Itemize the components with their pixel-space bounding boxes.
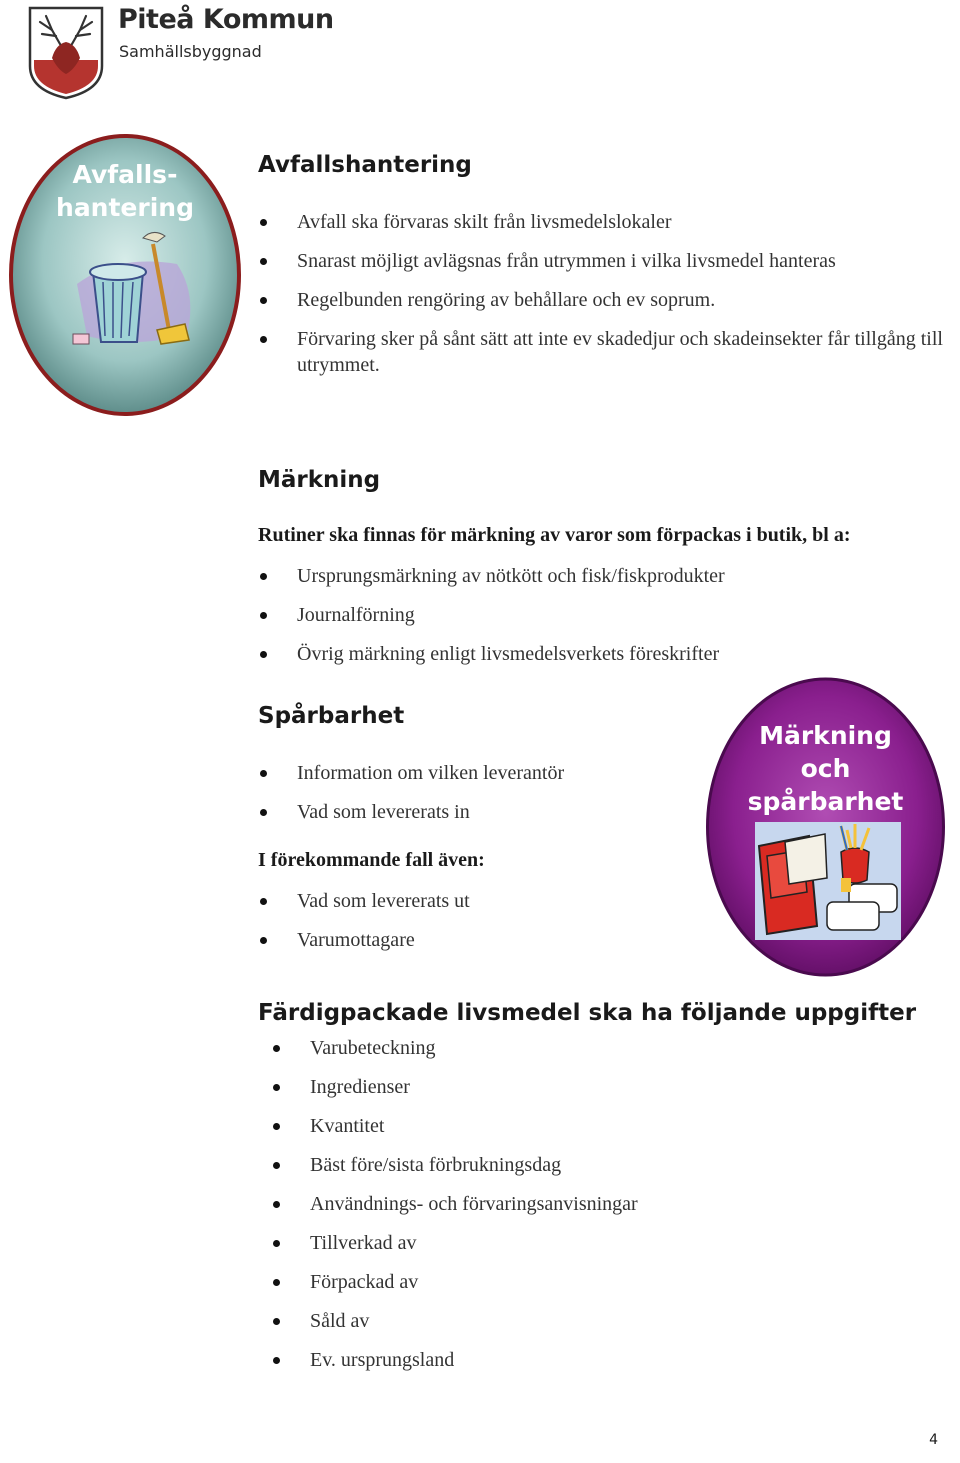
brand-name: Piteå Kommun — [118, 4, 334, 35]
labeling-intro: Rutiner ska finnas för märkning av varor som förpackas i butik, bl a: — [258, 524, 851, 546]
traceability-list — [297, 760, 697, 825]
waste-badge — [7, 132, 243, 418]
list-item: Ursprungsmärkning av nötkött och fisk/fiskprodukter — [297, 563, 937, 589]
page-number: 4 — [929, 1432, 938, 1448]
list-item: Snarast möjligt avlägsnas från utrymmen i vilka livsmedel hanteras — [297, 248, 947, 274]
list-item: Ingredienser — [310, 1074, 910, 1100]
brand-subtitle: Samhällsbyggnad — [119, 42, 262, 61]
list-item: Övrig märkning enligt livsmedelsverkets föreskrifter — [297, 641, 937, 667]
prepacked-list — [310, 1035, 910, 1373]
list-item: Avfall ska förvaras skilt från livsmedelslokaler — [297, 209, 947, 235]
waste-badge-title-line1: Avfalls- — [72, 160, 178, 189]
list-item: Tillverkad av — [310, 1230, 910, 1256]
labeling-badge-title — [705, 719, 946, 818]
labeling-list — [297, 563, 937, 667]
list-item: Såld av — [310, 1308, 910, 1334]
list-item: Vad som levererats ut — [297, 888, 697, 914]
waste-heading: Avfallshantering — [258, 152, 472, 178]
trash-can-broom-icon — [57, 224, 207, 354]
list-item: Förpackad av — [310, 1269, 910, 1295]
prepacked-heading: Färdigpackade livsmedel ska ha följande uppgifter — [258, 1000, 917, 1026]
traceability-list-2 — [297, 888, 697, 953]
list-item: Varubeteckning — [310, 1035, 910, 1061]
waste-badge-title-line2: hantering — [56, 193, 194, 222]
list-item: Bäst före/sista förbrukningsdag — [310, 1152, 910, 1178]
list-item: Kvantitet — [310, 1113, 910, 1139]
labeling-heading: Märkning — [258, 467, 381, 493]
labeling-badge-title-line3: spårbarhet — [747, 787, 904, 816]
waste-badge-title — [7, 158, 243, 224]
list-item: Varumottagare — [297, 927, 697, 953]
list-item: Regelbunden rengöring av behållare och ev soprum. — [297, 287, 947, 313]
list-item: Förvaring sker på sånt sätt att inte ev skadedjur och skadeinsekter får tillgång till utrymmet. — [297, 326, 947, 378]
list-item: Information om vilken leverantör — [297, 760, 697, 786]
labeling-badge-title-line2: och — [800, 754, 851, 783]
list-item: Vad som levererats in — [297, 799, 697, 825]
labeling-badge — [705, 676, 946, 978]
traceability-subheading: I förekommande fall även: — [258, 849, 485, 871]
list-item: Användnings- och förvaringsanvisningar — [310, 1191, 910, 1217]
folder-and-cards-icon — [755, 822, 901, 940]
waste-list — [297, 209, 947, 378]
list-item: Ev. ursprungsland — [310, 1347, 910, 1373]
labeling-badge-title-line1: Märkning — [759, 721, 892, 750]
traceability-heading: Spårbarhet — [258, 703, 405, 729]
reindeer-shield-logo — [26, 4, 106, 100]
list-item: Journalförning — [297, 602, 937, 628]
